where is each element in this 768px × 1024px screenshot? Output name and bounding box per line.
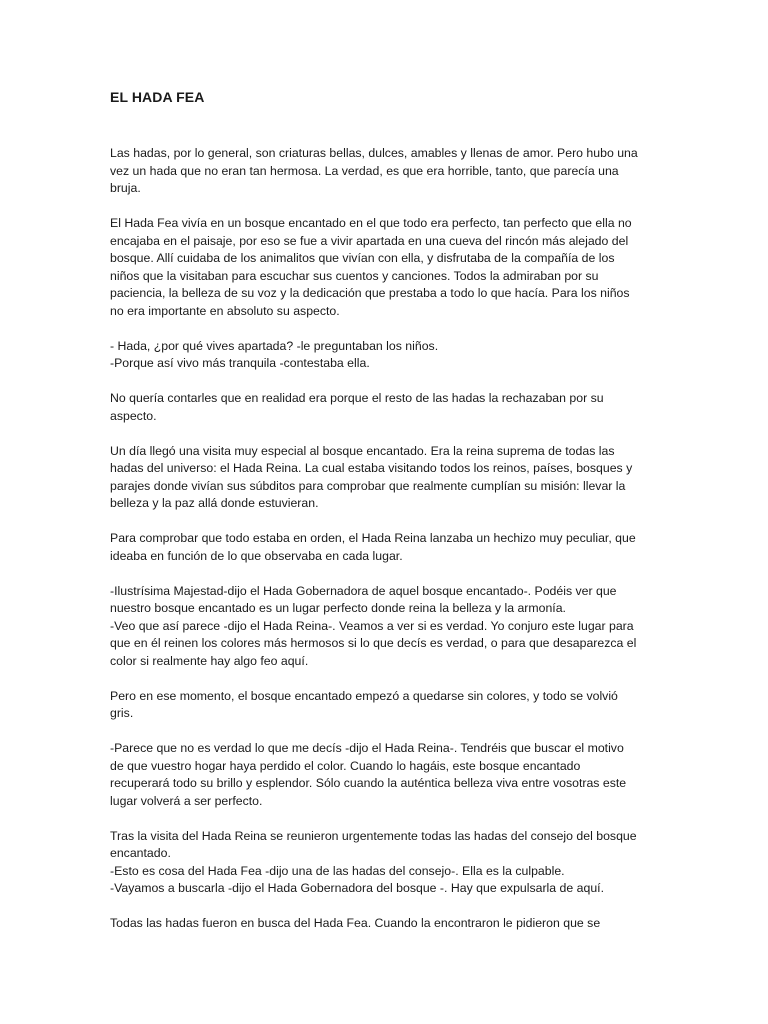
paragraph — [110, 215, 662, 320]
paragraph — [110, 338, 662, 373]
paragraph-line: Todas las hadas fueron en busca del Hada Fea. Cuando la encontraron le pidieron que se — [110, 916, 601, 930]
paragraph-line: color si realmente hay algo feo aquí. — [110, 653, 309, 668]
paragraph-line: vez un hada que no eran tan hermosa. La verdad, es que era horrible, tanto, que parecía una — [110, 163, 619, 178]
paragraph — [110, 828, 662, 898]
paragraph-line: ideaba en función de lo que observaba en cada lugar. — [110, 548, 403, 563]
paragraph-line: gris. — [110, 706, 134, 720]
paragraph-line: niños que la visitaban para escuchar sus cuentos y canciones. Todos la admiraban por su — [110, 268, 599, 283]
paragraph-line: Pero en ese momento, el bosque encantado empezó a quedarse sin colores, y todo se volvió — [110, 688, 618, 703]
paragraph-line: Las hadas, por lo general, son criaturas bellas, dulces, amables y llenas de amor. Pero hubo una — [110, 146, 638, 160]
paragraph-line: hadas del universo: el Hada Reina. La cual estaba visitando todos los reinos, países, bosques y — [110, 461, 633, 475]
paragraph-line: - Hada, ¿por qué vives apartada? -le preguntaban los niños. — [110, 338, 439, 353]
paragraph-line: bosque. Allí cuidaba de los animalitos que vivían con ella, y disfrutaba de la compañía de los — [110, 251, 615, 265]
paragraph-line: recuperará todo su brillo y esplendor. Sólo cuando la auténtica belleza viva entre vosotras este — [110, 776, 627, 790]
paragraph — [110, 443, 662, 513]
paragraph-line: Para comprobar que todo estaba en orden, el Hada Reina lanzaba un hechizo muy peculiar, que — [110, 531, 636, 545]
paragraph-line: aspecto. — [110, 408, 157, 423]
paragraph-line: nuestro bosque encantado es un lugar perfecto donde reina la belleza y la armonía. — [110, 601, 566, 615]
paragraph-line: parajes donde vivían sus súbditos para comprobar que realmente cumplían su misión: llevar la — [110, 478, 626, 493]
paragraph — [110, 740, 662, 810]
paragraph — [110, 390, 662, 425]
paragraph-line: no era importante en absoluto su aspecto. — [110, 303, 340, 318]
document-title: EL HADA FEA — [110, 89, 205, 105]
paragraph-line: -Veo que así parece -dijo el Hada Reina-. Veamos a ver si es verdad. Yo conjuro este lugar para — [110, 618, 634, 633]
paragraph-line: belleza y la paz allá donde estuvieran. — [110, 496, 319, 510]
paragraph-line: Tras la visita del Hada Reina se reunieron urgentemente todas las hadas del consejo del bosque — [110, 828, 637, 843]
paragraph-line: -Parece que no es verdad lo que me decís -dijo el Hada Reina-. Tendréis que buscar el motivo — [110, 741, 624, 755]
paragraph-line: lugar volverá a ser perfecto. — [110, 793, 263, 808]
paragraph-line: paciencia, la belleza de su voz y la dedicación que prestaba a todo lo que hacía. Para los niños — [110, 286, 630, 300]
paragraph-line: El Hada Fea vivía en un bosque encantado en el que todo era perfecto, tan perfecto que ella no — [110, 216, 632, 230]
paragraph-line: Un día llegó una visita muy especial al bosque encantado. Era la reina suprema de todas las — [110, 443, 615, 458]
document-body — [110, 145, 662, 950]
paragraph-line: encajaba en el paisaje, por eso se fue a vivir apartada en una cueva del rincón más alejado del — [110, 233, 629, 248]
paragraph-line: bruja. — [110, 181, 141, 195]
paragraph-line: No quería contarles que en realidad era porque el resto de las hadas la rechazaban por su — [110, 391, 604, 405]
paragraph-line: que en él reinen los colores más hermosos si lo que decís es verdad, o para que desaparezca el — [110, 636, 637, 650]
paragraph — [110, 915, 662, 933]
paragraph — [110, 530, 662, 565]
paragraph-line: -Ilustrísima Majestad-dijo el Hada Gobernadora de aquel bosque encantado-. Podéis ver que — [110, 583, 617, 598]
paragraph-line: -Esto es cosa del Hada Fea -dijo una de las hadas del consejo-. Ella es la culpable. — [110, 863, 565, 878]
paragraph — [110, 583, 662, 671]
paragraph-line: encantado. — [110, 846, 171, 860]
paragraph-line: de que vuestro hogar haya perdido el color. Cuando lo hagáis, este bosque encantado — [110, 758, 581, 773]
paragraph-line: -Vayamos a buscarla -dijo el Hada Gobernadora del bosque -. Hay que expulsarla de aquí. — [110, 881, 604, 895]
paragraph — [110, 688, 662, 723]
paragraph-line: -Porque así vivo más tranquila -contestaba ella. — [110, 356, 370, 370]
paragraph — [110, 145, 662, 198]
